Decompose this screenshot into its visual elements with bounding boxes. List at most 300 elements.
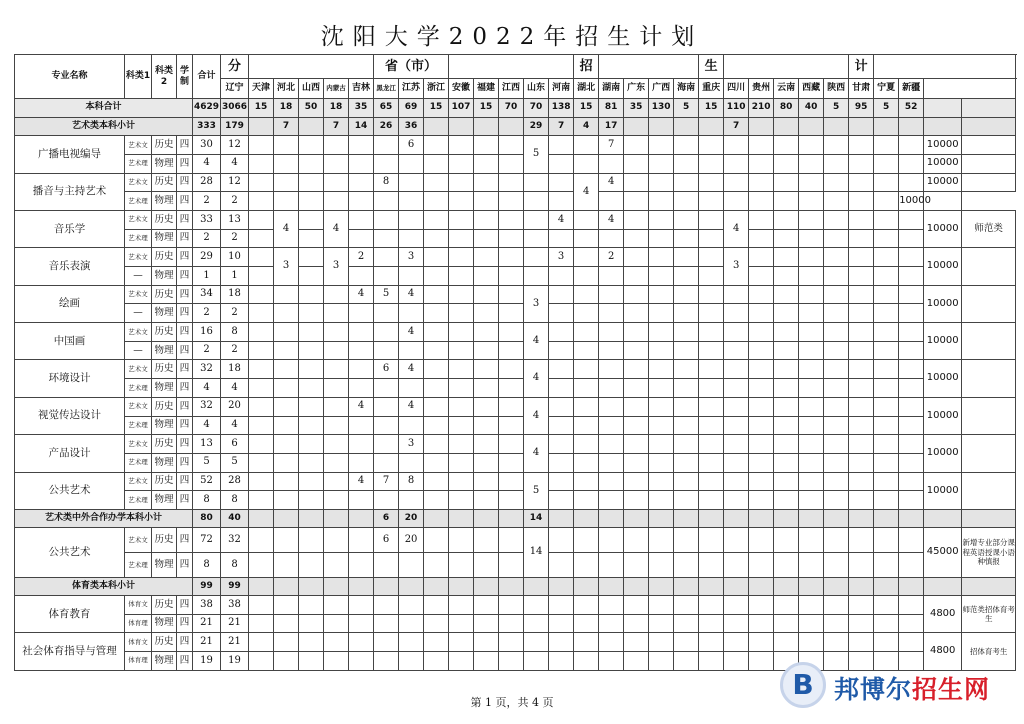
hunan-cell: 4	[599, 210, 624, 229]
quota-cell: 35	[624, 99, 649, 118]
hebei-cell: 4	[274, 210, 299, 247]
table-row	[15, 453, 1016, 472]
major-name: 产品设计	[15, 435, 125, 472]
quota-cell: 35	[349, 99, 374, 118]
total-cell: 16	[193, 323, 221, 342]
jiangsu-cell: 4	[399, 397, 424, 416]
province-header: 贵州	[749, 79, 774, 99]
quota-cell: 5	[824, 99, 849, 118]
major-name: 环境设计	[15, 360, 125, 397]
subject1-cell: —	[125, 267, 152, 286]
total-cell: 34	[193, 285, 221, 304]
fee-cell: 10000	[924, 210, 962, 247]
quota-cell: 3066	[221, 99, 249, 118]
subject2-cell: 历史	[152, 136, 177, 155]
major-name: 公共艺术	[15, 527, 125, 577]
quota-cell: 110	[724, 99, 749, 118]
major-name: 视觉传达设计	[15, 397, 125, 434]
table-row	[15, 154, 1016, 173]
liaoning-cell: 20	[221, 397, 249, 416]
table-row	[15, 397, 1016, 416]
heilongjiang-cell: 8	[374, 173, 399, 192]
liaoning-cell: 18	[221, 360, 249, 379]
quota-cell: 20	[399, 509, 424, 527]
subject2-header: 科类2	[152, 55, 177, 99]
subject2-cell: 物理	[152, 652, 177, 671]
subject1-cell: 艺术理	[125, 379, 152, 398]
province-header: 江西	[499, 79, 524, 99]
note-cell: 师范类	[962, 210, 1016, 247]
subject1-cell: 体育理	[125, 652, 152, 671]
subject2-cell: 物理	[152, 192, 177, 211]
quota-cell: 5	[874, 99, 899, 118]
province-header: 甘肃	[849, 79, 874, 99]
liaoning-cell: 12	[221, 136, 249, 155]
total-cell: 4	[193, 379, 221, 398]
undergrad-total-row	[15, 99, 1016, 118]
quota-cell: 6	[374, 509, 399, 527]
subject2-cell: 物理	[152, 154, 177, 173]
province-header: 吉林	[349, 79, 374, 99]
watermark-logo-icon: B	[780, 662, 826, 708]
province-header: 宁夏	[874, 79, 899, 99]
quota-cell: 15	[574, 99, 599, 118]
jiangsu-cell: 4	[399, 285, 424, 304]
band-fen: 分	[221, 55, 249, 79]
years-cell: 四	[177, 210, 193, 229]
subject2-cell: 历史	[152, 285, 177, 304]
province-header: 湖南	[599, 79, 624, 99]
years-cell: 四	[177, 192, 193, 211]
table-row	[15, 527, 1016, 552]
total-cell: 2	[193, 229, 221, 248]
liaoning-cell: 38	[221, 595, 249, 614]
watermark	[780, 662, 1020, 712]
subject1-cell: 艺术理	[125, 552, 152, 577]
total-cell: 33	[193, 210, 221, 229]
note-cell: 师范类招体育考生	[962, 595, 1016, 632]
total-cell: 72	[193, 527, 221, 552]
quota-cell: 50	[299, 99, 324, 118]
quota-cell: 7	[724, 118, 749, 136]
subject2-cell: 历史	[152, 173, 177, 192]
fee-cell: 10000	[924, 435, 962, 472]
henan-cell: 4	[549, 210, 574, 229]
fee-cell: 4800	[924, 633, 962, 670]
quota-cell: 95	[849, 99, 874, 118]
years-cell: 四	[177, 173, 193, 192]
hunan-cell: 4	[599, 173, 624, 192]
province-header: 河南	[549, 79, 574, 99]
fee-cell: 10000	[924, 173, 962, 192]
pe-subtotal-label: 体育类本科小计	[15, 577, 193, 595]
total-header: 合计	[193, 55, 221, 99]
fee-cell: 10000	[924, 136, 962, 155]
hubei-cell: 4	[574, 173, 599, 210]
quota-cell: 7	[324, 118, 349, 136]
undergrad-total-label: 本科合计	[15, 99, 193, 118]
quota-cell: 70	[524, 99, 549, 118]
major-name: 音乐学	[15, 210, 125, 247]
hunan-cell: 2	[599, 248, 624, 267]
quota-cell: 81	[599, 99, 624, 118]
table-row	[15, 248, 1016, 267]
pe-subtotal-row	[15, 577, 1016, 595]
liaoning-cell: 21	[221, 633, 249, 652]
jilin-cell: 4	[349, 397, 374, 416]
total-cell: 1	[193, 267, 221, 286]
table-row	[15, 614, 1016, 633]
major-name: 社会体育指导与管理	[15, 633, 125, 670]
table-row	[15, 472, 1016, 491]
subject1-cell: 艺术文	[125, 323, 152, 342]
quota-cell: 29	[524, 118, 549, 136]
total-cell: 8	[193, 552, 221, 577]
subject2-cell: 历史	[152, 633, 177, 652]
fee-cell: 10000	[924, 154, 962, 173]
subject2-cell: 历史	[152, 360, 177, 379]
subject1-cell: 艺术文	[125, 248, 152, 267]
subject2-cell: 物理	[152, 614, 177, 633]
subject2-cell: 历史	[152, 397, 177, 416]
subject2-cell: 物理	[152, 341, 177, 360]
total-cell: 4	[193, 416, 221, 435]
fee-cell: 45000	[924, 527, 962, 577]
band-province: 省（市）	[374, 55, 449, 79]
shandong-cell: 3	[524, 285, 549, 322]
total-cell: 2	[193, 341, 221, 360]
subject1-cell: 艺术理	[125, 154, 152, 173]
liaoning-cell: 6	[221, 435, 249, 454]
major-name: 公共艺术	[15, 472, 125, 509]
province-header: 湖北	[574, 79, 599, 99]
major-name: 中国画	[15, 323, 125, 360]
quota-cell: 40	[221, 509, 249, 527]
total-cell: 5	[193, 453, 221, 472]
table-row	[15, 595, 1016, 614]
quota-cell: 18	[274, 99, 299, 118]
quota-cell: 17	[599, 118, 624, 136]
years-header: 学制	[177, 55, 193, 99]
shandong-cell: 4	[524, 360, 549, 397]
quota-cell: 70	[499, 99, 524, 118]
art-subtotal-row	[15, 118, 1016, 136]
major-name: 音乐表演	[15, 248, 125, 285]
page-footer: 第 1 页，共 4 页	[470, 696, 554, 709]
subject2-cell: 历史	[152, 435, 177, 454]
total-cell: 2	[193, 192, 221, 211]
table-row	[15, 379, 1016, 398]
fee-cell: 10000	[924, 323, 962, 360]
liaoning-cell: 1	[221, 267, 249, 286]
hunan-cell: 7	[599, 136, 624, 155]
document-title: 沈阳大学2022年招生计划	[320, 24, 704, 50]
total-cell: 21	[193, 633, 221, 652]
province-header: 江苏	[399, 79, 424, 99]
major-name: 绘画	[15, 285, 125, 322]
liaoning-cell: 10	[221, 248, 249, 267]
province-header: 海南	[674, 79, 699, 99]
jilin-cell: 2	[349, 248, 374, 267]
subject2-cell: 历史	[152, 210, 177, 229]
fee-cell: 10000	[924, 360, 962, 397]
quota-cell: 36	[399, 118, 424, 136]
province-header: 山西	[299, 79, 324, 99]
years-cell: 四	[177, 360, 193, 379]
subject2-cell: 物理	[152, 304, 177, 323]
quota-cell: 7	[274, 118, 299, 136]
total-cell: 28	[193, 173, 221, 192]
total-cell: 333	[193, 118, 221, 136]
subject1-cell: 艺术文	[125, 472, 152, 491]
province-header: 山东	[524, 79, 549, 99]
quota-cell: 26	[374, 118, 399, 136]
fee-cell: 10000	[924, 472, 962, 509]
table-row	[15, 304, 1016, 323]
subject2-cell: 历史	[152, 248, 177, 267]
province-header: 安徽	[449, 79, 474, 99]
subject2-cell: 历史	[152, 595, 177, 614]
band-ji: 计	[849, 55, 874, 79]
henan-cell: 3	[549, 248, 574, 267]
liaoning-cell: 21	[221, 614, 249, 633]
subject1-cell: 体育文	[125, 633, 152, 652]
years-cell: 四	[177, 304, 193, 323]
total-cell: 30	[193, 136, 221, 155]
shandong-cell: 4	[524, 435, 549, 472]
years-cell: 四	[177, 595, 193, 614]
years-cell: 四	[177, 633, 193, 652]
table-row	[15, 416, 1016, 435]
years-cell: 四	[177, 248, 193, 267]
years-cell: 四	[177, 323, 193, 342]
hebei-cell: 3	[274, 248, 299, 285]
heilongjiang-cell: 7	[374, 472, 399, 491]
province-header: 天津	[249, 79, 274, 99]
quota-cell: 14	[349, 118, 374, 136]
years-cell: 四	[177, 552, 193, 577]
shandong-cell: 14	[524, 527, 549, 577]
coop-subtotal-row	[15, 509, 1016, 527]
years-cell: 四	[177, 267, 193, 286]
quota-cell	[249, 118, 274, 136]
quota-cell: 15	[699, 99, 724, 118]
liaoning-cell: 32	[221, 527, 249, 552]
table-row	[15, 341, 1016, 360]
quota-cell: 15	[424, 99, 449, 118]
quota-cell: 52	[899, 99, 924, 118]
quota-cell: 69	[399, 99, 424, 118]
subject2-cell: 物理	[152, 416, 177, 435]
province-header: 黑龙江	[374, 79, 399, 99]
liaoning-cell: 2	[221, 229, 249, 248]
subject1-cell: —	[125, 341, 152, 360]
subject1-cell: 艺术理	[125, 491, 152, 510]
quota-cell: 107	[449, 99, 474, 118]
years-cell: 四	[177, 285, 193, 304]
quota-cell: 15	[249, 99, 274, 118]
shandong-cell: 4	[524, 397, 549, 434]
note-cell: 招体育考生	[962, 633, 1016, 670]
jiangsu-cell: 8	[399, 472, 424, 491]
table-row	[15, 360, 1016, 379]
quota-cell	[299, 118, 324, 136]
total-cell: 52	[193, 472, 221, 491]
table-row	[15, 552, 1016, 577]
total-cell: 21	[193, 614, 221, 633]
band-zhao: 招	[574, 55, 599, 79]
table-row	[15, 192, 1016, 211]
liaoning-cell: 28	[221, 472, 249, 491]
subject1-cell: 艺术理	[125, 229, 152, 248]
liaoning-cell: 2	[221, 341, 249, 360]
subject1-cell: —	[125, 304, 152, 323]
liaoning-cell: 2	[221, 192, 249, 211]
art-subtotal-label: 艺术类本科小计	[15, 118, 193, 136]
total-cell: 19	[193, 652, 221, 671]
subject2-cell: 物理	[152, 453, 177, 472]
major-name: 体育教育	[15, 595, 125, 632]
subject1-cell: 艺术理	[125, 416, 152, 435]
subject1-cell: 艺术文	[125, 435, 152, 454]
province-header: 新疆	[899, 79, 924, 99]
band-sheng: 生	[699, 55, 724, 79]
fee-cell: 10000	[924, 248, 962, 285]
subject1-cell: 体育理	[125, 614, 152, 633]
heilongjiang-cell: 5	[374, 285, 399, 304]
subject2-cell: 历史	[152, 323, 177, 342]
years-cell: 四	[177, 435, 193, 454]
years-cell: 四	[177, 652, 193, 671]
jiangsu-cell: 3	[399, 248, 424, 267]
liaoning-cell: 18	[221, 285, 249, 304]
liaoning-cell: 13	[221, 210, 249, 229]
years-cell: 四	[177, 527, 193, 552]
fee-cell: 10000	[899, 192, 924, 211]
fee-cell: 10000	[924, 397, 962, 434]
sichuan-cell: 3	[724, 248, 749, 285]
major-header: 专业名称	[15, 55, 125, 99]
years-cell: 四	[177, 341, 193, 360]
years-cell: 四	[177, 136, 193, 155]
watermark-text-part2: 招生网	[912, 675, 991, 704]
watermark-text-part1: 邦博尔	[834, 675, 913, 704]
province-header: 辽宁	[221, 79, 249, 99]
major-name: 播音与主持艺术	[15, 173, 125, 210]
province-header: 福建	[474, 79, 499, 99]
watermark-text	[834, 670, 990, 706]
total-cell: 4629	[193, 99, 221, 118]
heilongjiang-cell: 6	[374, 360, 399, 379]
shandong-cell: 5	[524, 472, 549, 509]
jiangsu-cell: 4	[399, 360, 424, 379]
note-cell: 新增专业部分课程英语授课小语种慎报	[962, 527, 1016, 577]
quota-cell: 179	[221, 118, 249, 136]
table-row	[15, 633, 1016, 652]
province-header: 西藏	[799, 79, 824, 99]
neimenggu-cell: 3	[324, 248, 349, 285]
coop-subtotal-label: 艺术类中外合作办学本科小计	[15, 509, 193, 527]
total-cell: 2	[193, 304, 221, 323]
total-cell: 4	[193, 154, 221, 173]
total-cell: 99	[193, 577, 221, 595]
jiangsu-cell: 3	[399, 435, 424, 454]
subject2-cell: 物理	[152, 379, 177, 398]
subject1-cell: 艺术文	[125, 397, 152, 416]
province-header: 云南	[774, 79, 799, 99]
years-cell: 四	[177, 453, 193, 472]
quota-cell: 15	[474, 99, 499, 118]
table-row	[15, 210, 1016, 229]
liaoning-cell: 8	[221, 491, 249, 510]
liaoning-cell: 2	[221, 304, 249, 323]
years-cell: 四	[177, 614, 193, 633]
subject1-cell: 艺术文	[125, 136, 152, 155]
liaoning-cell: 19	[221, 652, 249, 671]
quota-cell: 138	[549, 99, 574, 118]
jiangsu-cell: 4	[399, 323, 424, 342]
heilongjiang-cell: 6	[374, 527, 399, 552]
jiangsu-cell: 20	[399, 527, 424, 552]
table-row	[15, 267, 1016, 286]
years-cell: 四	[177, 154, 193, 173]
quota-cell: 210	[749, 99, 774, 118]
shandong-cell: 5	[524, 136, 549, 173]
jiangsu-cell: 6	[399, 136, 424, 155]
province-header: 浙江	[424, 79, 449, 99]
fee-cell: 10000	[924, 285, 962, 322]
liaoning-cell: 5	[221, 453, 249, 472]
jilin-cell: 4	[349, 285, 374, 304]
subject1-cell: 艺术理	[125, 453, 152, 472]
subject1-cell: 艺术文	[125, 210, 152, 229]
province-header: 河北	[274, 79, 299, 99]
quota-cell: 14	[524, 509, 549, 527]
major-name: 广播电视编导	[15, 136, 125, 173]
years-cell: 四	[177, 397, 193, 416]
subject2-cell: 物理	[152, 552, 177, 577]
total-cell: 8	[193, 491, 221, 510]
table-row	[15, 136, 1016, 155]
subject2-cell: 历史	[152, 527, 177, 552]
subject2-cell: 物理	[152, 491, 177, 510]
province-header: 四川	[724, 79, 749, 99]
table-row	[15, 285, 1016, 304]
subject1-cell: 艺术理	[125, 192, 152, 211]
total-cell: 29	[193, 248, 221, 267]
quota-cell: 99	[221, 577, 249, 595]
table-row	[15, 229, 1016, 248]
province-header: 陕西	[824, 79, 849, 99]
subject1-cell: 艺术文	[125, 527, 152, 552]
subject2-cell: 物理	[152, 267, 177, 286]
liaoning-cell: 8	[221, 552, 249, 577]
province-header: 广西	[649, 79, 674, 99]
total-cell: 32	[193, 397, 221, 416]
total-cell: 38	[193, 595, 221, 614]
fee-cell: 4800	[924, 595, 962, 632]
table-row	[15, 323, 1016, 342]
subject1-cell: 艺术文	[125, 285, 152, 304]
quota-cell: 4	[574, 118, 599, 136]
years-cell: 四	[177, 229, 193, 248]
quota-cell: 130	[649, 99, 674, 118]
years-cell: 四	[177, 416, 193, 435]
total-cell: 32	[193, 360, 221, 379]
neimenggu-cell: 4	[324, 210, 349, 247]
table-row	[15, 435, 1016, 454]
header-row-1	[15, 55, 1016, 79]
